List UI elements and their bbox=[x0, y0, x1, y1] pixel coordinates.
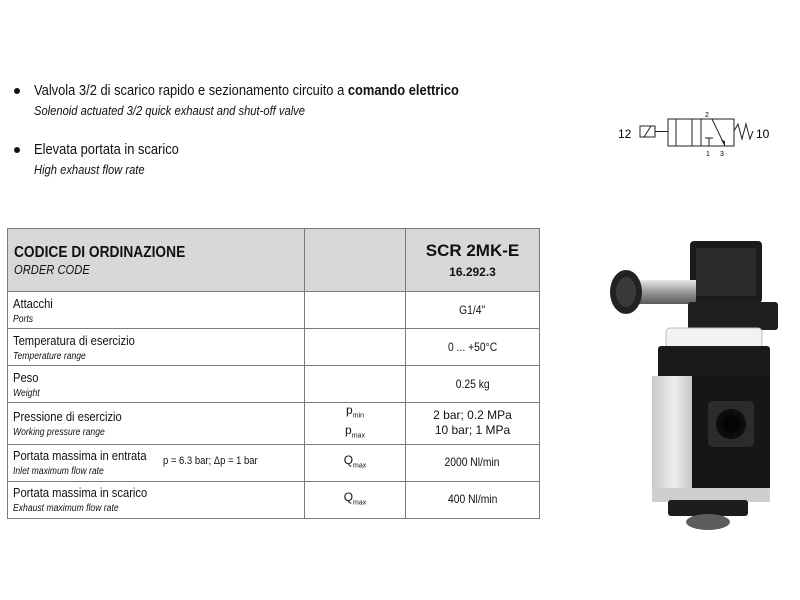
row-label-en: Weight bbox=[13, 387, 40, 399]
row-label: Portata massima in scarico bbox=[13, 485, 148, 501]
row-label-en: Inlet maximum flow rate bbox=[13, 466, 104, 478]
row-value: 0 ... +50°C bbox=[447, 339, 498, 354]
port-10-label: 10 bbox=[756, 127, 770, 141]
port-3-label: 3 bbox=[720, 151, 724, 158]
product-code: SCR 2MK-E bbox=[425, 241, 520, 260]
row-label: Peso bbox=[13, 369, 39, 385]
row-label: Portata massima in entrata bbox=[13, 448, 147, 464]
row-label: Temperatura di esercizio bbox=[13, 332, 135, 348]
symbol-p-max: $p_{max}$ bbox=[345, 423, 365, 440]
table-row bbox=[8, 292, 540, 329]
valve-symbol-diagram bbox=[612, 108, 772, 160]
row-condition: p = 6.3 bar; Δp = 1 bar bbox=[163, 454, 258, 467]
symbol-q-max: $Q_{max}$ bbox=[343, 452, 367, 469]
spec-table-header bbox=[8, 229, 540, 292]
row-label-en: Working pressure range bbox=[13, 426, 105, 438]
row-value: 0.25 kg bbox=[455, 376, 490, 391]
row-value-min: 2 bar; 0.2 MPa bbox=[433, 408, 512, 423]
product-image bbox=[596, 236, 791, 576]
row-label-en: Temperature range bbox=[13, 350, 86, 362]
bullet-dot-icon bbox=[14, 88, 20, 94]
feature-1-text: Valvola 3/2 di scarico rapido e sezionamento circuito a comando elettrico bbox=[34, 82, 459, 99]
valve-box-left bbox=[668, 119, 701, 146]
order-code-title: CODICE DI ORDINAZIONE bbox=[14, 243, 186, 261]
row-value-max: 10 bar; 1 MPa bbox=[434, 423, 511, 438]
row-label: Attacchi bbox=[13, 295, 53, 311]
table-row bbox=[8, 366, 540, 403]
product-code-number: 16.292.3 bbox=[449, 265, 496, 279]
symbol-p-min: $p_{min}$ bbox=[346, 403, 364, 420]
spec-table bbox=[7, 228, 540, 519]
port-1-label: 1 bbox=[706, 151, 710, 158]
table-row bbox=[8, 444, 540, 481]
port-2-label: 2 bbox=[705, 112, 709, 119]
row-value: 2000 Nl/min bbox=[444, 455, 501, 470]
row-value: 400 Nl/min bbox=[447, 492, 498, 507]
spring-icon bbox=[734, 124, 753, 139]
feature-2-text: Elevata portata in scarico bbox=[34, 141, 179, 158]
order-code-subtitle: ORDER CODE bbox=[14, 261, 90, 277]
feature-1-subtext: Solenoid actuated 3/2 quick exhaust and shut-off valve bbox=[34, 103, 305, 118]
feature-2-subtext: High exhaust flow rate bbox=[34, 162, 145, 177]
port-12-label: 12 bbox=[618, 127, 632, 141]
row-label-en: Exhaust maximum flow rate bbox=[13, 503, 119, 515]
row-value: G1/4" bbox=[459, 302, 486, 317]
table-row bbox=[8, 481, 540, 518]
bullet-dot-icon bbox=[14, 147, 20, 153]
row-label: Pressione di esercizio bbox=[13, 408, 122, 424]
table-row bbox=[8, 329, 540, 366]
valve-box-right bbox=[701, 119, 734, 146]
table-row bbox=[8, 403, 540, 445]
row-label-en: Ports bbox=[13, 313, 34, 325]
symbol-q-max: $Q_{max}$ bbox=[343, 489, 367, 506]
